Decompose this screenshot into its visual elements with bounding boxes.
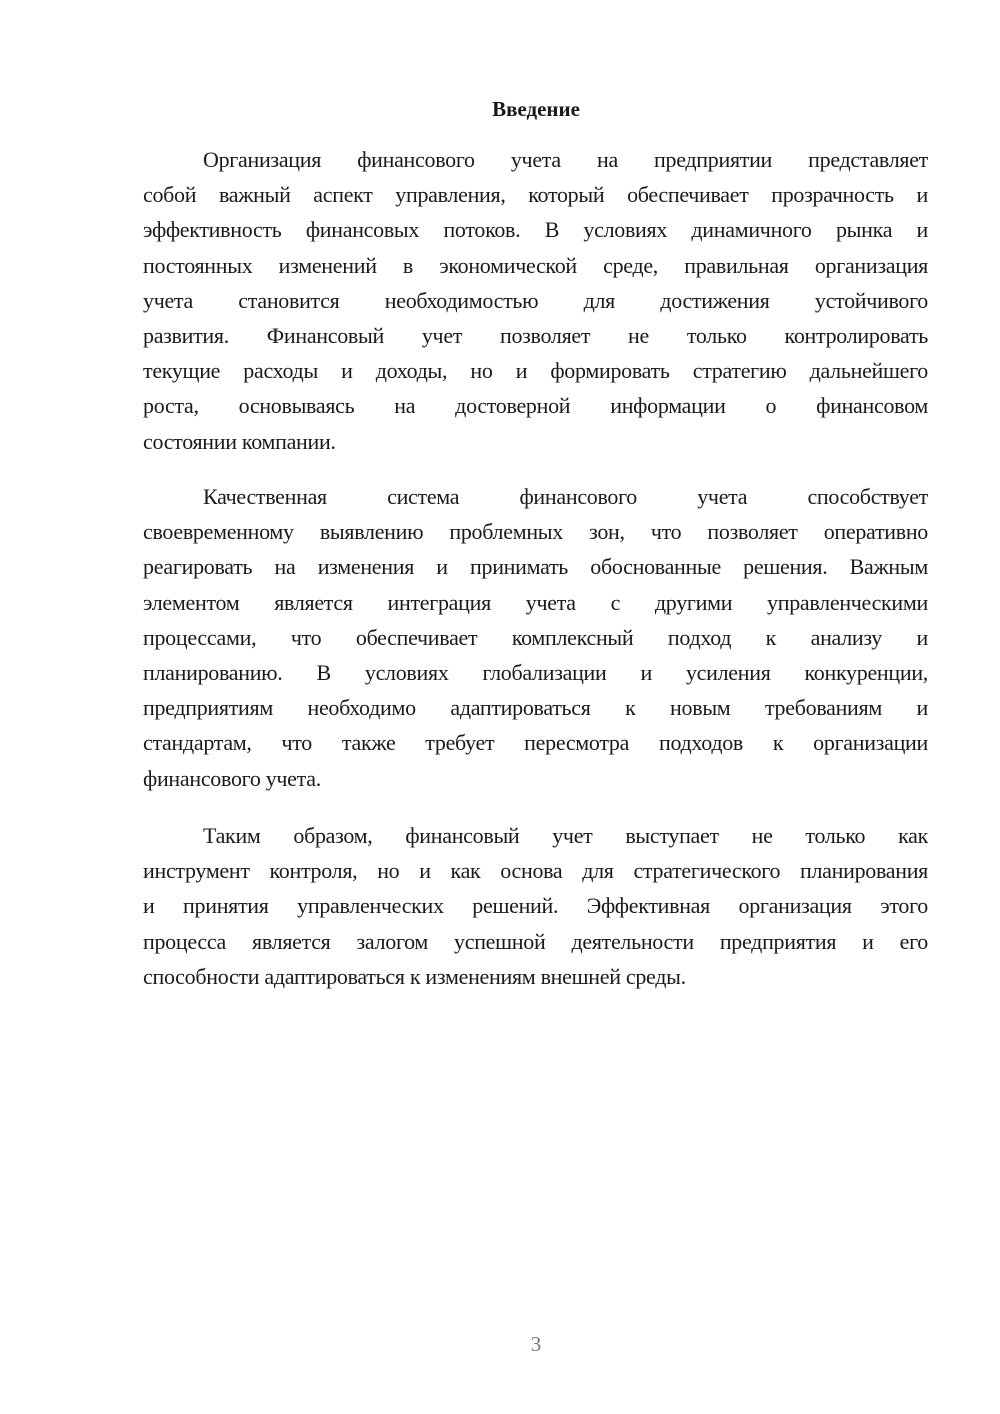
text-line: реагировать на изменения и принимать обоснованные решения. Важным (143, 554, 928, 580)
text-line: текущие расходы и доходы, но и формировать стратегию дальнейшего (143, 358, 928, 384)
text-line: своевременному выявлению проблемных зон, что позволяет оперативно (143, 519, 928, 545)
text-line: финансового учета. (143, 765, 321, 791)
text-line: Таким образом, финансовый учет выступает не только как (203, 823, 928, 848)
text-line: предприятиям необходимо адаптироваться к новым требованиям и (143, 695, 928, 721)
text-line: процессами, что обеспечивает комплексный подход к анализу и (143, 624, 928, 650)
text-line: элементом является интеграция учета с другими управленческими (143, 589, 928, 615)
text-line: Организация финансового учета на предприятии представляет (203, 147, 928, 172)
text-line: развития. Финансовый учет позволяет не только контролировать (143, 322, 928, 348)
text-line: состоянии компании. (143, 428, 336, 454)
page-number: 3 (530, 1332, 542, 1356)
paragraph-2 (143, 479, 928, 796)
text-line: постоянных изменений в экономической среде, правильная организация (143, 252, 928, 278)
text-line: и принятия управленческих решений. Эффективная организация этого (143, 893, 928, 919)
text-line: Качественная система финансового учета способствует (203, 484, 928, 509)
text-line: планированию. В условиях глобализации и усиления конкуренции, (143, 659, 928, 685)
section-title: Введение (492, 97, 580, 121)
text-line: способности адаптироваться к изменениям внешней среды. (143, 963, 686, 989)
text-line: собой важный аспект управления, который обеспечивает прозрачность и (143, 182, 928, 208)
paragraph-1 (143, 142, 928, 459)
text-line: стандартам, что также требует пересмотра подходов к организации (143, 730, 928, 756)
text-line: процесса является залогом успешной деятельности предприятия и его (143, 928, 928, 954)
text-line: учета становится необходимостью для достижения устойчивого (143, 287, 928, 313)
text-line: роста, основываясь на достоверной информации о финансовом (143, 393, 928, 419)
text-line: инструмент контроля, но и как основа для стратегического планирования (143, 858, 928, 884)
paragraph-3 (143, 818, 928, 994)
text-line: эффективность финансовых потоков. В условиях динамичного рынка и (143, 217, 928, 243)
